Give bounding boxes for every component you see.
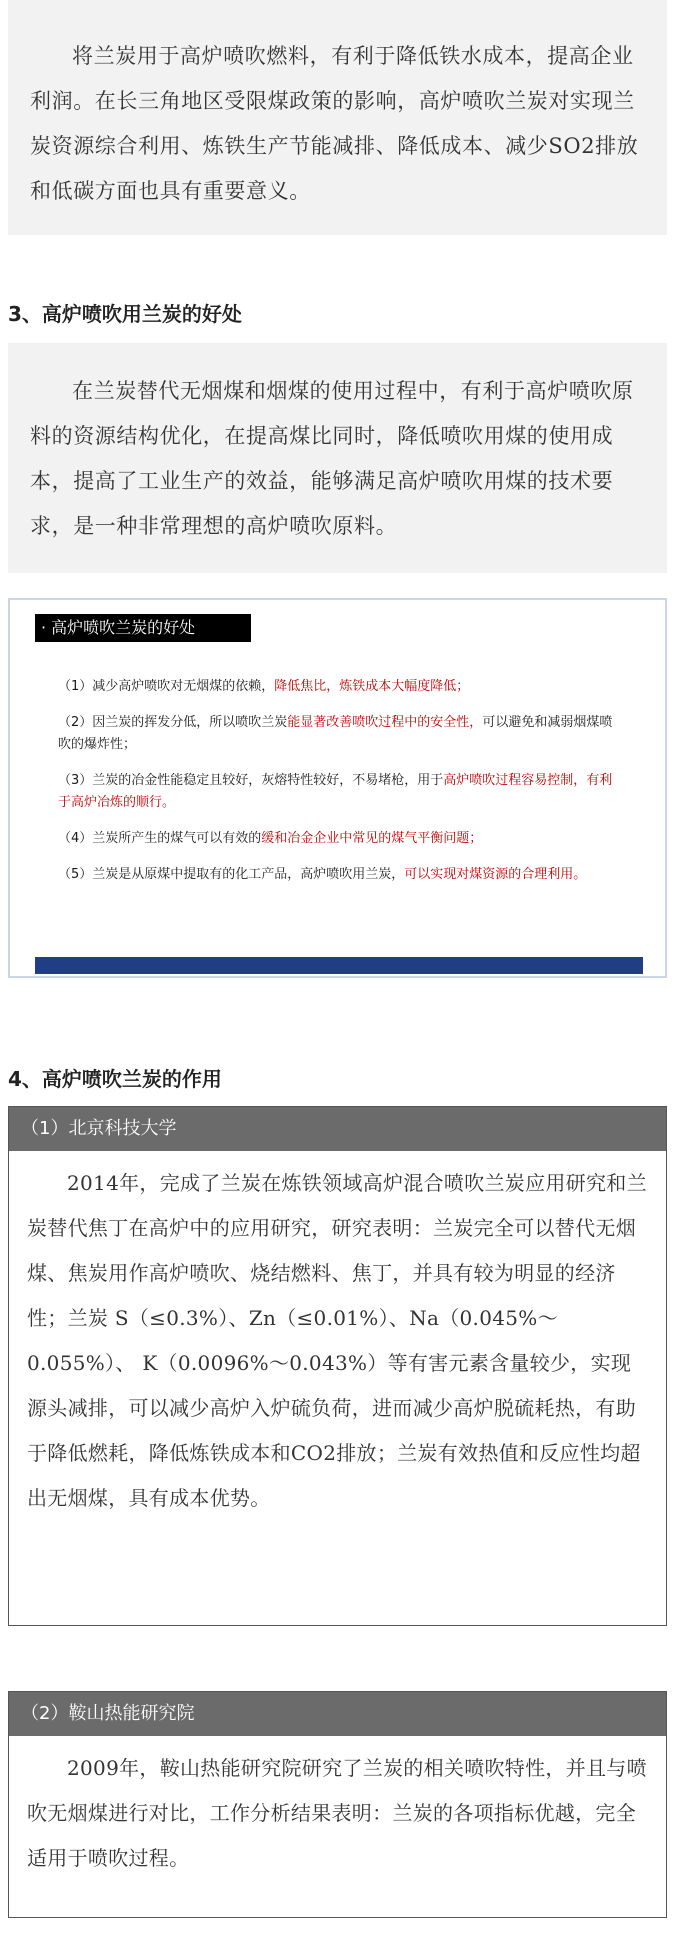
benefits-slide [8, 598, 667, 978]
panel-body: 2014年，完成了兰炭在炼铁领域高炉混合喷吹兰炭应用研究和兰炭替代焦丁在高炉中的应用研究，研究表明：兰炭完全可以替代无烟煤、焦炭用作高炉喷吹、烧结燃料、焦丁，并具有较为明显的经济性；兰炭 S（≤0.3%）、Zn（≤0.01%）、Na（0.045%～0.055%）、 K（0.0096%～0.043%）等有害元素含量较少，实现源头减排，可以减少高炉入炉硫负荷，进而减少高炉脱硫耗热，有助于降低燃耗，降低炼铁成本和CO2排放；兰炭有效热值和反应性均超出无烟煤，具有成本优势。 [27, 1171, 647, 1510]
slide-item: （3）兰炭的冶金性能稳定且较好，灰熔特性较好，不易堵枪，用于高炉喷吹过程容易控制，有利于高炉冶炼的顺行。 [58, 773, 613, 810]
slide-footer-bar [35, 957, 643, 974]
slide-item: （2）因兰炭的挥发分低，所以喷吹兰炭能显著改善喷吹过程中的安全性，可以避免和减弱烟煤喷吹的爆炸性； [58, 715, 613, 752]
research-panel-anshan [8, 1691, 667, 1918]
panel-header: （1）北京科技大学 [9, 1107, 666, 1151]
section-3-box [8, 343, 667, 573]
section-3-paragraph: 在兰炭替代无烟煤和烟煤的使用过程中，有利于高炉喷吹原料的资源结构优化，在提高煤比同时，降低喷吹用煤的使用成本，提高了工业生产的效益，能够满足高炉喷吹用煤的技术要求，是一种非常理想的高炉喷吹原料。 [30, 379, 634, 538]
panel-header: （2）鞍山热能研究院 [9, 1692, 666, 1736]
slide-title: · 高炉喷吹兰炭的好处 [35, 614, 251, 642]
research-panel-ustb [8, 1106, 667, 1626]
intro-box [8, 0, 667, 235]
intro-paragraph: 将兰炭用于高炉喷吹燃料，有利于降低铁水成本，提高企业利润。在长三角地区受限煤政策的影响，高炉喷吹兰炭对实现兰炭资源综合利用、炼铁生产节能减排、降低成本、减少SO2排放和低碳方面也具有重要意义。 [30, 44, 639, 203]
panel-body: 2009年，鞍山热能研究院研究了兰炭的相关喷吹特性，并且与喷吹无烟煤进行对比，工作分析结果表明：兰炭的各项指标优越，完全适用于喷吹过程。 [27, 1756, 647, 1870]
section-4-heading: 4、高炉喷吹兰炭的作用 [8, 1067, 222, 1091]
section-3-heading: 3、高炉喷吹用兰炭的好处 [8, 302, 242, 326]
slide-item: （4）兰炭所产生的煤气可以有效的缓和冶金企业中常见的煤气平衡问题； [58, 831, 483, 846]
slide-item-list [58, 676, 618, 886]
slide-item: （1）减少高炉喷吹对无烟煤的依赖，降低焦比，炼铁成本大幅度降低； [58, 679, 470, 694]
slide-item: （5）兰炭是从原煤中提取有的化工产品，高炉喷吹用兰炭，可以实现对煤资源的合理利用。 [58, 867, 587, 882]
